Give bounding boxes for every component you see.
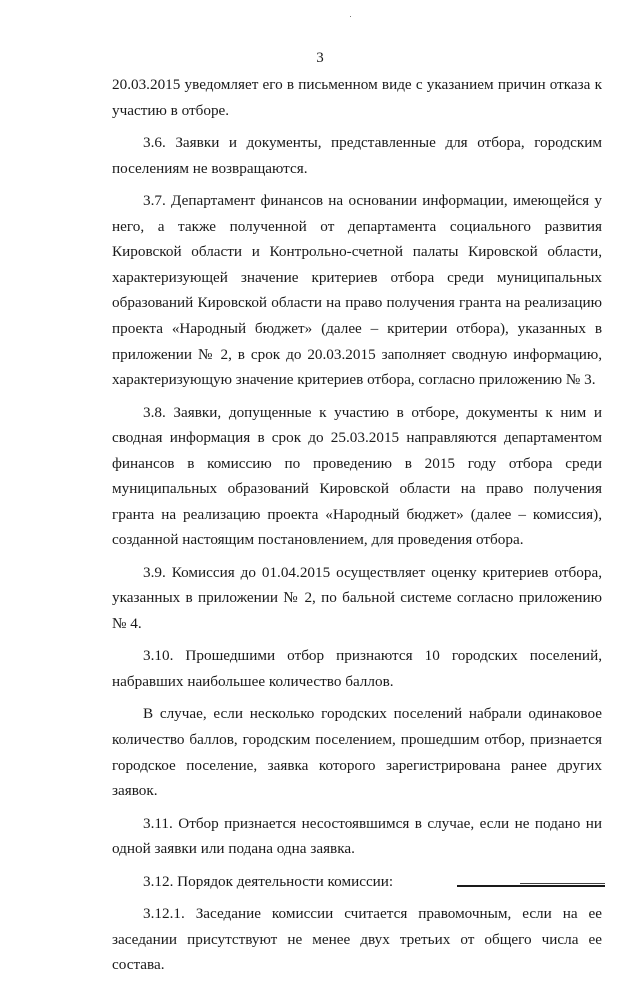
scan-artifact-dot: [350, 16, 351, 17]
paragraph-3-8: 3.8. Заявки, допущенные к участию в отборе, документы к ним и сводная информация в срок до 25.03.2015 направляются департаментом финансов в комиссию по проведению в 2015 году отбора среди муниципальных образований Кировской области на право получения гранта на реализацию проекта «Народный бюджет» (далее – комиссия), созданной настоящим постановлением, для проведения отбора.: [112, 403, 602, 549]
paragraph-3-12-1: 3.12.1. Заседание комиссии считается правомочным, если на ее заседании присутствуют не менее двух третьих от общего числа ее состава.: [112, 904, 602, 974]
paragraph-3-12: 3.12. Порядок деятельности комиссии:: [143, 872, 394, 890]
document-body: [112, 72, 602, 985]
page-number: 3: [316, 50, 324, 66]
footer-divider: [457, 885, 605, 887]
paragraph-continuation: 20.03.2015 уведомляет его в письменном виде с указанием причин отказа к участию в отборе.: [112, 76, 602, 119]
footer-divider-thin: [520, 883, 605, 884]
paragraph-3-7: 3.7. Департамент финансов на основании информации, имеющейся у него, а также полученной от департамента социального развития Кировской области и Контрольно-счетной палаты Кировской области, характеризующей значение критериев отбора среди муниципальных образований Кировской области на право получения гранта на реализацию проекта «Народный бюджет» (далее – критерии отбора), указанных в приложении № 2, в срок до 20.03.2015 заполняет сводную информацию, характеризующую значение критериев отбора, согласно приложению № 3.: [112, 191, 602, 389]
paragraph-3-10: 3.10. Прошедшими отбор признаются 10 городских поселений, набравших наибольшее количество баллов.: [112, 647, 602, 691]
paragraph-3-11: 3.11. Отбор признается несостоявшимся в случае, если не подано ни одной заявки или подана одна заявка.: [112, 814, 602, 858]
paragraph-3-6: 3.6. Заявки и документы, представленные для отбора, городским поселениям не возвращаются.: [112, 133, 602, 177]
paragraph-3-9: 3.9. Комиссия до 01.04.2015 осуществляет оценку критериев отбора, указанных в приложении № 2, по бальной системе согласно приложению № 4.: [112, 563, 602, 633]
paragraph-3-10-tie: В случае, если несколько городских поселений набрали одинаковое количество баллов, городским поселением, прошедшим отбор, признается городское поселение, заявка которого зарегистрирована ранее других заявок.: [112, 705, 602, 800]
